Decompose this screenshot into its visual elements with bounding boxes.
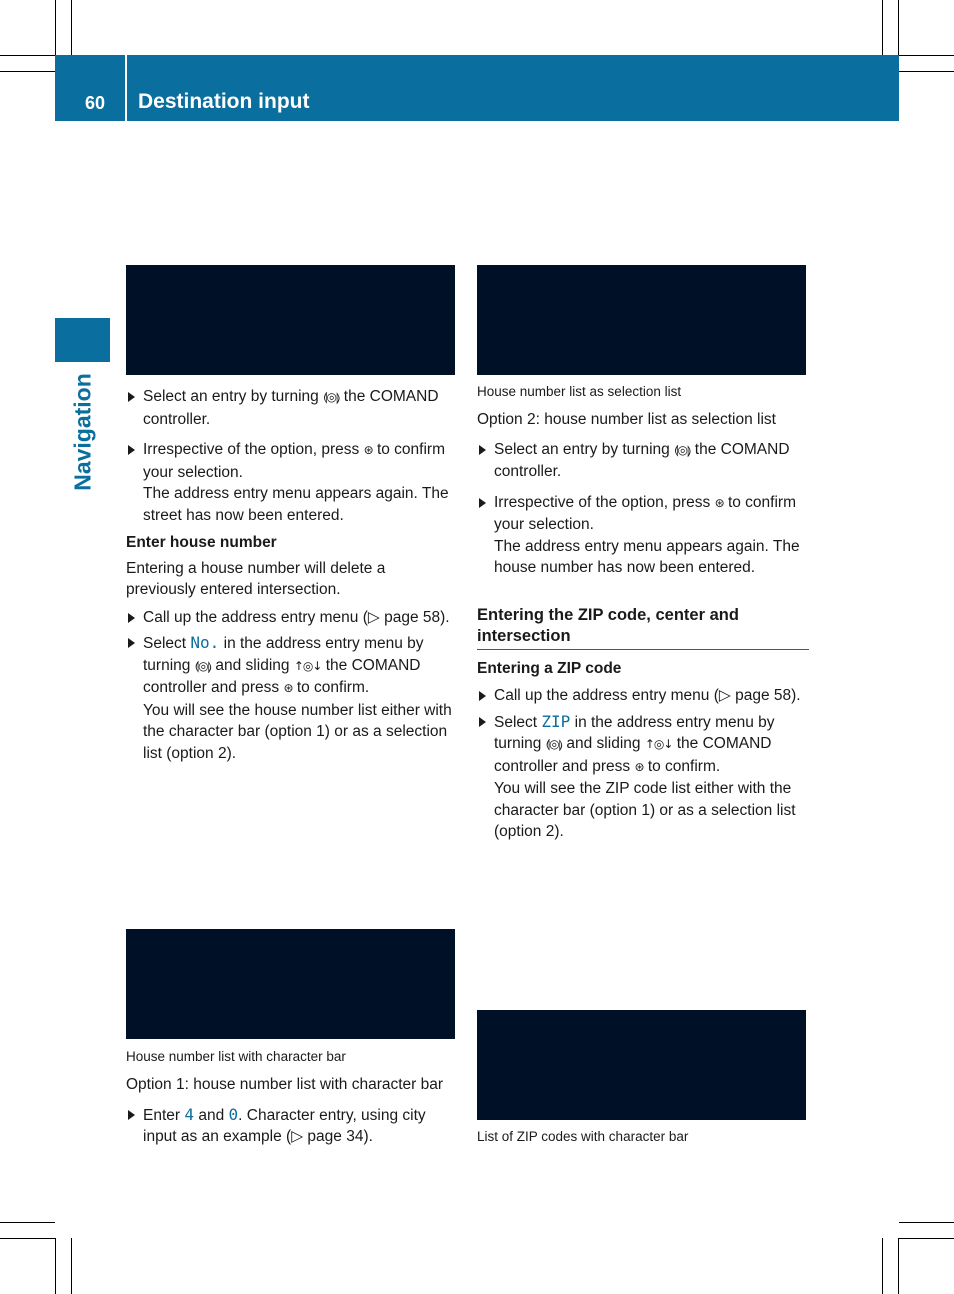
- instruction-call-menu: Call up the address entry menu (▷ page 58).: [126, 607, 458, 629]
- crop-mark: [899, 1222, 954, 1223]
- figure-caption: List of ZIP codes with character bar: [477, 1129, 689, 1144]
- instruction-select-entry: Select an entry by turning ⟬◎⟭ the COMAND controller.: [477, 439, 809, 483]
- side-tab: [55, 362, 110, 502]
- display-text-digit: 0: [228, 1104, 239, 1124]
- intro-text: Entering a house number will delete a previously entered intersection.: [126, 559, 386, 598]
- instruction-enter-digits: Enter 4 and 0. Character entry, using city input as an example (▷ page 34).: [126, 1104, 458, 1148]
- turn-controller-icon: ⟬◎⟭: [674, 442, 691, 457]
- instruction-select-no: Select No. in the address entry menu by turning ⟬◎⟭ and sliding ↑◎↓ the COMAND controller and press ⊛ to confirm.: [126, 632, 458, 700]
- crop-mark: [882, 0, 883, 55]
- slide-controller-icon: ↑◎↓: [293, 658, 322, 673]
- crop-mark: [898, 1238, 899, 1294]
- header-divider: [125, 55, 127, 121]
- screenshot-house-number-selection-list: [477, 265, 806, 375]
- side-tab-marker: [55, 318, 110, 362]
- side-tab-label: Navigation: [69, 373, 95, 491]
- press-controller-icon: ⊛: [714, 495, 724, 510]
- instruction-confirm: Irrespective of the option, press ⊛ to confirm your selection.: [126, 439, 458, 483]
- instruction-select-entry: Select an entry by turning ⟬◎⟭ the COMAND controller.: [126, 386, 458, 430]
- bullet-arrow-icon: [128, 613, 135, 623]
- bullet-arrow-icon: [479, 691, 486, 701]
- bullet-arrow-icon: [479, 717, 486, 727]
- bullet-arrow-icon: [479, 498, 486, 508]
- screenshot-zip-character-bar: [477, 1010, 806, 1120]
- left-column-upper: [126, 386, 458, 764]
- heading-entering-zip: Entering a ZIP code: [477, 659, 622, 677]
- screenshot-house-number-character-bar: [126, 929, 455, 1039]
- result-text: The address entry menu appears again. The house number has now been entered.: [494, 537, 800, 576]
- display-text-digit: 4: [184, 1104, 195, 1124]
- figure-caption: House number list with character bar: [126, 1049, 346, 1064]
- page-title: Destination input: [138, 90, 310, 113]
- crop-mark: [882, 1238, 883, 1294]
- crop-mark: [0, 1222, 55, 1223]
- turn-controller-icon: ⟬◎⟭: [194, 658, 212, 673]
- right-column-lower: [477, 1128, 809, 1146]
- crop-mark: [55, 0, 56, 55]
- bullet-arrow-icon: [128, 638, 135, 648]
- result-text: You will see the house number list either with the character bar (option 1) or as a selection list (option 2).: [143, 701, 452, 762]
- crop-mark: [0, 55, 55, 56]
- crop-mark: [55, 1238, 56, 1294]
- crop-mark: [0, 71, 55, 72]
- result-text: The address entry menu appears again. The street has now been entered.: [143, 485, 449, 524]
- crop-mark: [899, 71, 954, 72]
- bullet-arrow-icon: [479, 445, 486, 455]
- crop-mark: [898, 0, 899, 55]
- display-text-no: No.: [190, 633, 220, 652]
- section-title: Entering the ZIP code, center and intersection: [477, 605, 809, 650]
- result-text: You will see the ZIP code list either with the character bar (option 1) or as a selection list (option 2).: [494, 780, 796, 840]
- left-column-lower: [126, 1048, 458, 1148]
- turn-controller-icon: ⟬◎⟭: [545, 737, 563, 751]
- option-1-label: Option 1: house number list with character bar: [126, 1076, 444, 1093]
- slide-controller-icon: ↑◎↓: [644, 737, 673, 751]
- instruction-confirm: Irrespective of the option, press ⊛ to confirm your selection.: [477, 492, 809, 536]
- heading-enter-house-number: Enter house number: [126, 534, 277, 551]
- display-text-zip: ZIP: [541, 711, 571, 731]
- press-controller-icon: ⊛: [634, 759, 644, 774]
- crop-mark: [71, 1238, 72, 1294]
- bullet-arrow-icon: [128, 392, 135, 402]
- crop-mark: [899, 1238, 954, 1239]
- bullet-arrow-icon: [128, 445, 135, 455]
- bullet-arrow-icon: [128, 1110, 135, 1120]
- page-number: 60: [85, 93, 106, 113]
- screenshot-street-list: [126, 265, 455, 375]
- figure-caption: House number list as selection list: [477, 384, 682, 399]
- instruction-select-zip: Select ZIP in the address entry menu by turning ⟬◎⟭ and sliding ↑◎↓ the COMAND controller and press ⊛ to confirm.: [477, 711, 809, 779]
- right-column: [477, 383, 809, 843]
- page-header: [55, 55, 899, 121]
- instruction-call-menu: Call up the address entry menu (▷ page 58).: [477, 685, 809, 707]
- crop-mark: [899, 55, 954, 56]
- option-2-label: Option 2: house number list as selection list: [477, 411, 776, 428]
- turn-controller-icon: ⟬◎⟭: [323, 390, 340, 404]
- press-controller-icon: ⊛: [363, 443, 373, 457]
- crop-mark: [71, 0, 72, 55]
- crop-mark: [0, 1238, 55, 1239]
- press-controller-icon: ⊛: [283, 681, 293, 695]
